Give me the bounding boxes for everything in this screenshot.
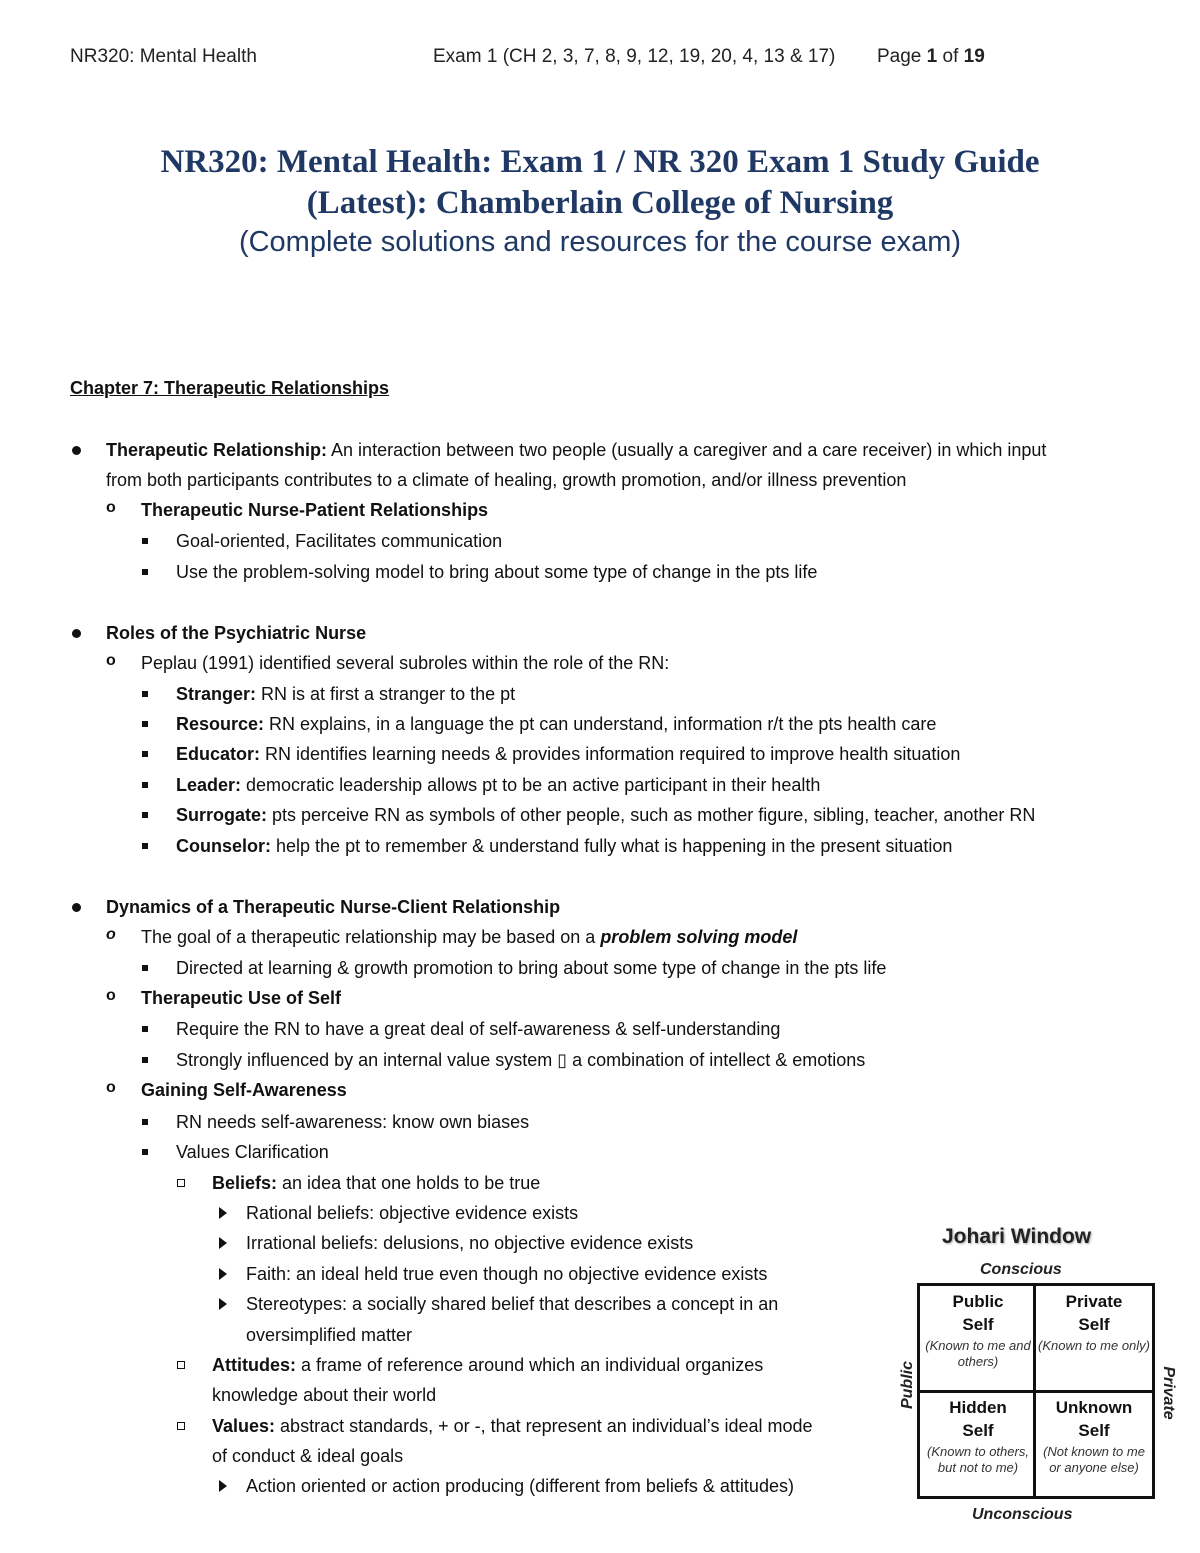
term: Stranger: xyxy=(176,684,257,704)
bullet-o-icon: o xyxy=(106,1079,116,1096)
page-total: 19 xyxy=(963,46,985,67)
arrow-bullet-icon xyxy=(219,1268,227,1280)
header-course: NR320: Mental Health xyxy=(70,46,257,67)
values-def xyxy=(212,1415,813,1437)
definition: democratic leadership allows pt to be an active participant in their health xyxy=(241,775,821,795)
list-item: Stereotypes: a socially shared belief that describes a concept in an xyxy=(246,1294,779,1314)
role-counselor xyxy=(176,835,952,857)
johari-public-self: Public Self (Known to me and others) xyxy=(925,1292,1031,1369)
definition: RN explains, in a language the pt can understand, information r/t the pts health care xyxy=(264,714,937,734)
bullet-square-icon xyxy=(142,538,148,544)
list-item: Irrational beliefs: delusions, no objective evidence exists xyxy=(246,1233,694,1253)
values-def-cont: of conduct & ideal goals xyxy=(212,1446,404,1466)
peplau-text: Peplau (1991) identified several subroles within the role of the RN: xyxy=(141,653,670,673)
bullet-dot-icon xyxy=(72,903,81,912)
definition: abstract standards, + or -, that represent an individual’s ideal mode xyxy=(275,1416,813,1436)
nurse-patient-heading: Therapeutic Nurse-Patient Relationships xyxy=(141,500,489,520)
list-item: Faith: an ideal held true even though no objective evidence exists xyxy=(246,1264,768,1284)
definition: RN identifies learning needs & provides information required to improve health situation xyxy=(260,744,961,764)
johari-hidden-self: Hidden Self (Known to others, but not to me) xyxy=(927,1398,1029,1475)
beliefs-def xyxy=(212,1172,540,1194)
arrow-bullet-icon xyxy=(219,1237,227,1249)
list-item: Values Clarification xyxy=(176,1142,329,1162)
johari-top-label: Conscious xyxy=(980,1261,1062,1278)
bullet-square-icon xyxy=(142,1119,148,1125)
bullet-square-icon xyxy=(142,782,148,788)
bullet-o-icon: o xyxy=(106,499,116,516)
definition: pts perceive RN as symbols of other people, such as mother figure, sibling, teacher, another RN xyxy=(267,805,1036,825)
role-surrogate xyxy=(176,804,1035,826)
bullet-dot-icon xyxy=(72,446,81,455)
bullet-o-icon: o xyxy=(106,652,116,669)
bullet-hollow-square-icon xyxy=(177,1361,185,1369)
attitudes-def-cont: knowledge about their world xyxy=(212,1385,437,1405)
johari-private-self: Private Self (Known to me only) xyxy=(1038,1292,1150,1353)
definition: help the pt to remember & understand fully what is happening in the present situation xyxy=(271,836,953,856)
bullet-dot-icon xyxy=(72,629,81,638)
goal-text xyxy=(141,926,797,948)
arrow-bullet-icon xyxy=(219,1480,227,1492)
goal-text-b: problem solving model xyxy=(600,927,798,947)
title-line-1: NR320: Mental Health: Exam 1 / NR 320 Exam 1 Study Guide xyxy=(160,144,1040,180)
term: Educator: xyxy=(176,744,261,764)
term: Therapeutic Relationship: xyxy=(106,440,328,460)
johari-right-label: Private xyxy=(1160,1366,1177,1420)
term: Beliefs: xyxy=(212,1173,278,1193)
johari-divider xyxy=(920,1390,1152,1393)
bullet-hollow-square-icon xyxy=(177,1179,185,1187)
header-page xyxy=(877,46,985,68)
goal-text-a: The goal of a therapeutic relationship may be based on a xyxy=(141,927,601,947)
definition: a frame of reference around which an individual organizes xyxy=(296,1355,764,1375)
list-item: Require the RN to have a great deal of self-awareness & self-understanding xyxy=(176,1019,781,1039)
bullet-o-icon: o xyxy=(106,987,116,1004)
role-educator xyxy=(176,743,960,765)
arrow-bullet-icon xyxy=(219,1207,227,1219)
bullet-square-icon xyxy=(142,691,148,697)
list-item: Use the problem-solving model to bring about some type of change in the pts life xyxy=(176,562,818,582)
johari-bottom-label: Unconscious xyxy=(972,1506,1073,1523)
term: Surrogate: xyxy=(176,805,268,825)
therapeutic-relationship-def xyxy=(106,439,1046,461)
term: Values: xyxy=(212,1416,276,1436)
bullet-square-icon xyxy=(142,965,148,971)
bullet-square-icon xyxy=(142,569,148,575)
bullet-hollow-square-icon xyxy=(177,1422,185,1430)
term: Attitudes: xyxy=(212,1355,296,1375)
header-exam: Exam 1 (CH 2, 3, 7, 8, 9, 12, 19, 20, 4, 13 & 17) xyxy=(433,46,836,67)
bullet-square-icon xyxy=(142,751,148,757)
of-word: of xyxy=(942,46,959,67)
johari-left-label: Public xyxy=(899,1361,916,1410)
list-item: RN needs self-awareness: know own biases xyxy=(176,1112,530,1132)
title-line-2: (Latest): Chamberlain College of Nursing xyxy=(306,185,894,221)
bullet-square-icon xyxy=(142,1057,148,1063)
arrow-bullet-icon xyxy=(219,1298,227,1310)
document-subtitle: (Complete solutions and resources for the course exam) xyxy=(238,226,962,258)
list-item: Strongly influenced by an internal value system ▯ a combination of intellect & emotions xyxy=(176,1050,866,1070)
page-number: 1 xyxy=(926,46,938,67)
list-item: Rational beliefs: objective evidence exists xyxy=(246,1203,579,1223)
role-resource xyxy=(176,713,936,735)
definition: RN is at first a stranger to the pt xyxy=(256,684,516,704)
list-item: Action oriented or action producing (different from beliefs & attitudes) xyxy=(246,1476,794,1496)
johari-grid xyxy=(917,1283,1155,1499)
attitudes-def xyxy=(212,1354,763,1376)
roles-heading: Roles of the Psychiatric Nurse xyxy=(106,623,367,643)
term: Resource: xyxy=(176,714,265,734)
bullet-square-icon xyxy=(142,1026,148,1032)
bullet-o-icon: o xyxy=(106,926,116,943)
role-leader xyxy=(176,774,820,796)
chapter-heading: Chapter 7: Therapeutic Relationships xyxy=(70,378,390,398)
bullet-square-icon xyxy=(142,812,148,818)
use-of-self-heading: Therapeutic Use of Self xyxy=(141,988,342,1008)
role-stranger xyxy=(176,683,515,705)
list-item: Directed at learning & growth promotion to bring about some type of change in the pts life xyxy=(176,958,887,978)
definition: an idea that one holds to be true xyxy=(277,1173,541,1193)
bullet-square-icon xyxy=(142,1149,148,1155)
list-item-cont: oversimplified matter xyxy=(246,1325,413,1345)
term: Leader: xyxy=(176,775,242,795)
therapeutic-relationship-def-cont: from both participants contributes to a climate of healing, growth promotion, and/or illness prevention xyxy=(106,470,907,490)
bullet-square-icon xyxy=(142,843,148,849)
definition: An interaction between two people (usually a caregiver and a care receiver) in which input xyxy=(327,440,1047,460)
dynamics-heading: Dynamics of a Therapeutic Nurse-Client Relationship xyxy=(106,897,561,917)
document-title xyxy=(0,142,1200,224)
list-item: Goal-oriented, Facilitates communication xyxy=(176,531,503,551)
johari-unknown-self: Unknown Self (Not known to me or anyone else) xyxy=(1043,1398,1145,1475)
self-awareness-heading: Gaining Self-Awareness xyxy=(141,1080,347,1100)
bullet-square-icon xyxy=(142,721,148,727)
johari-title: Johari Window xyxy=(942,1225,1092,1248)
page-word: Page xyxy=(877,46,922,67)
term: Counselor: xyxy=(176,836,272,856)
